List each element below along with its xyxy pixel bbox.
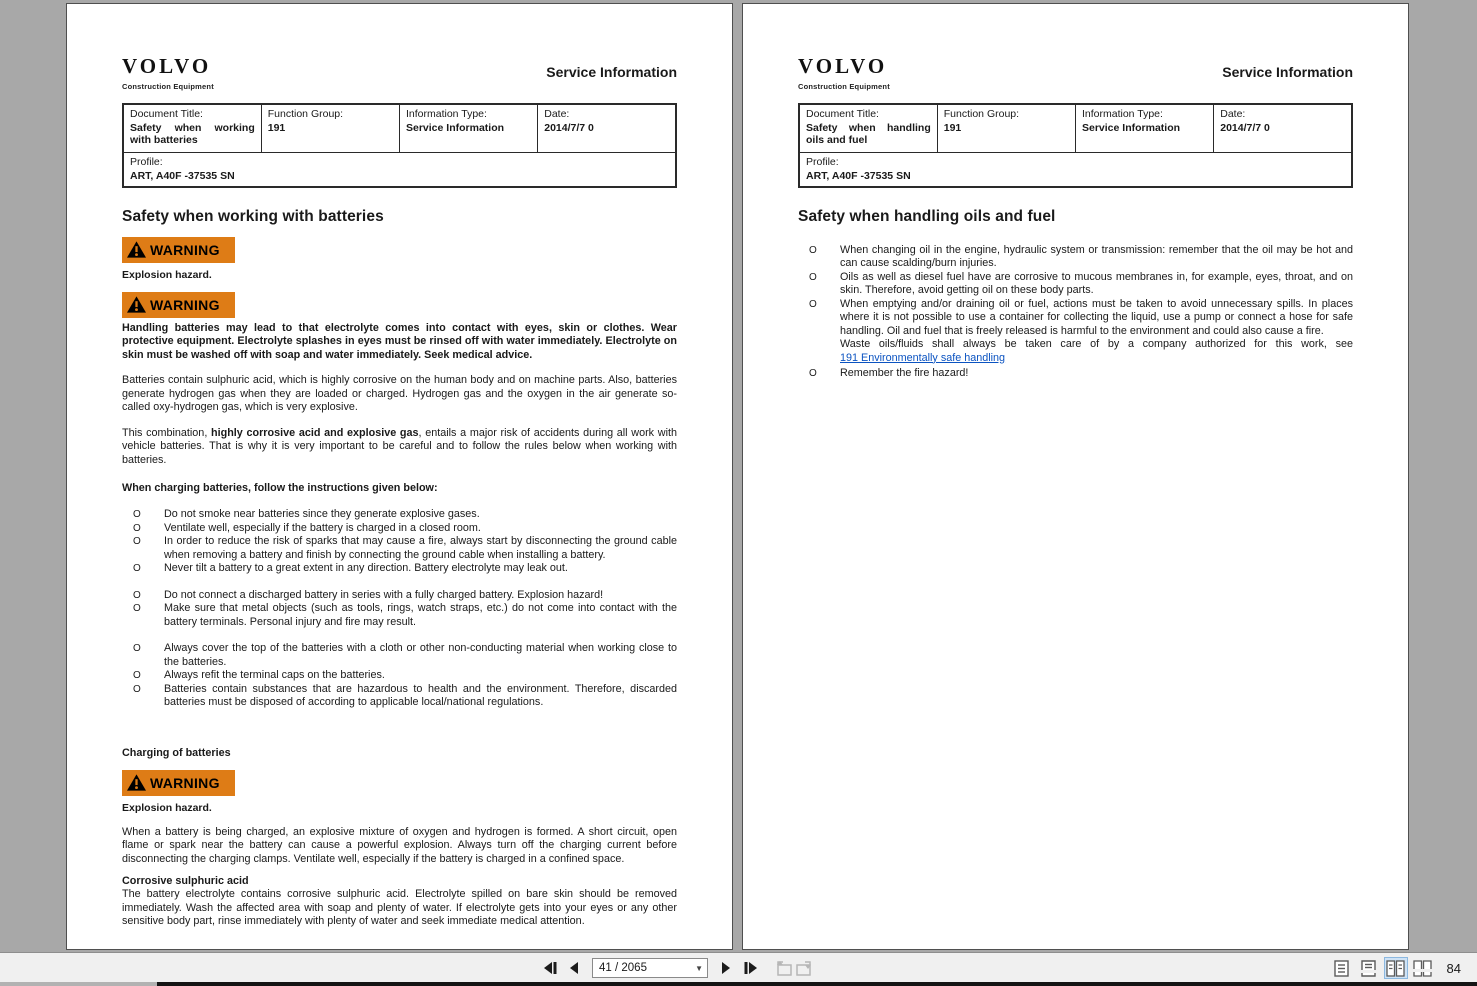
date-value: 2014/7/7 0 [1220,122,1270,134]
warning-box [122,770,235,796]
date-value: 2014/7/7 0 [544,122,594,134]
bullet-marker [122,669,164,683]
continuous-layout-icon [1361,960,1376,977]
bullet-marker [122,642,164,669]
next-page-icon [720,962,732,974]
single-page-layout-icon [1334,960,1349,977]
warning-label: WARNING [150,296,220,313]
previous-view-icon [772,960,792,976]
page-header [122,54,677,91]
bullet-marker [798,298,840,366]
bullet-marker [122,602,164,629]
warning-triangle-icon [127,241,146,258]
information-type-label: Information Type: [1082,108,1163,120]
page-navigation-group [538,958,818,978]
bullet-marker [122,683,164,710]
pdf-viewer-toolbar [0,952,1477,982]
two-page-layout-icon [1386,960,1405,977]
list-item-text: When changing oil in the engine, hydraulic system or transmission: remember that the oil may be hot and can cause scalding/burn injuries. [840,243,1353,269]
bullet-marker [798,244,840,271]
page-number-combobox[interactable] [592,958,708,978]
list-item-text: Always cover the top of the batteries with a cloth or other non-conducting material when working close to the batteries. [164,642,677,668]
volvo-wordmark: VOLVO [798,54,888,78]
list-item-text: Always refit the terminal caps on the batteries. [164,669,385,681]
warning-label: WARNING [150,774,220,791]
bullet-list [798,244,1353,381]
pdf-page-left [66,3,733,950]
bottom-strip-right [157,982,1477,986]
bullet-marker [122,589,164,603]
list-item-text: Batteries contain substances that are hazardous to health and the environment. Therefore, discarded batteries must be disposed of according to applicable local/national regulations. [164,682,677,708]
previous-page-button[interactable] [563,958,585,978]
list-item [122,669,677,683]
first-page-icon [543,962,558,974]
next-view-button[interactable] [795,958,817,978]
profile-value: ART, A40F -37535 SN [806,169,911,182]
bullet-list [122,508,677,710]
sub-heading: Corrosive sulphuric acid [122,875,249,887]
warning-box [122,237,235,263]
list-item-text: Do not smoke near batteries since they generate explosive gases. [164,508,480,520]
two-page-layout-button[interactable] [1384,957,1408,979]
function-group-label: Function Group: [267,108,344,120]
paragraph-bold-text: highly corrosive acid and explosive gas [211,426,419,439]
list-item [798,244,1353,271]
warning-paragraph: Handling batteries may lead to that electrolyte comes into contact with eyes, skin or clothes. Wear protective equipment. Electrolyte splashes in eyes must be rinsed off with water immediately. Electrolyte on skin must be washed off with soap and water immediately. Seek medical advice. [122,321,677,361]
volvo-wordmark: VOLVO [122,54,212,78]
volvo-logo-subtitle: Construction Equipment [122,82,214,91]
warning-label: WARNING [150,241,220,258]
list-item [798,367,1353,381]
list-item-text: Do not connect a discharged battery in series with a fully charged battery. Explosion hazard! [164,588,604,601]
pdf-page-right [742,3,1409,950]
continuous-layout-button[interactable] [1357,957,1381,979]
list-item [122,642,677,669]
paragraph: The battery electrolyte contains corrosive sulphuric acid. Electrolyte spilled on bare skin should be removed immediately. Wash the affected area with soap and plenty of water. If electrolyte gets into your eyes or any other sensitive body part, rinse immediately with plenty of water and seek immediate medical attention. [122,888,677,927]
list-item [798,298,1353,366]
previous-view-button[interactable] [771,958,793,978]
page-number-value: 41 / 2065 [599,962,647,974]
list-item [122,522,677,536]
volvo-logo-subtitle: Construction Equipment [798,82,890,91]
list-item [798,271,1353,298]
list-item-text: In order to reduce the risk of sparks that may cause a fire, always start by disconnecting the ground cable when removing a battery and finish by connecting the ground cable when installing a battery. [164,535,677,561]
information-type-value: Service Information [1082,122,1181,134]
function-group-value: 191 [267,122,286,134]
document-title-label: Document Title: [130,108,203,120]
last-page-icon [743,962,758,974]
single-page-layout-button[interactable] [1330,957,1354,979]
bottom-strip-left [0,982,157,986]
warning-caption: Explosion hazard. [122,801,212,814]
document-title-value: Safety when working with batteries [130,122,255,146]
volvo-logo [798,54,890,91]
sub-heading: Charging of batteries [122,746,231,759]
paragraph: When a battery is being charged, an explosive mixture of oxygen and hydrogen is formed. A short circuit, open flame or spark near the battery can cause a powerful explosion. Always turn off the charging current before disconnecting the charging clamps. Ventilate well, especially if the battery is charged in a confined space. [122,825,677,865]
function-group-label: Function Group: [943,108,1020,120]
bottom-edge-strip [0,982,1477,986]
list-heading: When charging batteries, follow the instructions given below: [122,482,438,494]
page-layout-group [1327,957,1461,979]
paragraph [122,427,677,468]
paragraph: Batteries contain sulphuric acid, which is highly corrosive on the human body and on machine parts. Also, batteries generate hydrogen gas when they are loaded or charged. Hydrogen gas and the oxygen in the air generate so-called oxy-hydrogen gas, which is very explosive. [122,374,677,413]
paragraph-text: This combination, [122,426,212,439]
service-information-heading: Service Information [1222,64,1353,80]
list-item-paragraph: When emptying and/or draining oil or fuel, actions must be taken to avoid unnecessary spills. In places where it is not possible to use a container for collecting the liquid, use a pump or connect a hose for safe handling. Oil and fuel that is freely released is harmful to the environment and could also cause a fire. [840,297,1353,337]
document-title-label: Document Title: [806,108,879,120]
list-item-text: Ventilate well, especially if the battery is charged in a closed room. [164,521,481,534]
bullet-marker [122,508,164,522]
view-history-group [770,958,818,978]
list-item [122,562,677,576]
warning-triangle-icon [127,296,146,313]
profile-label: Profile: [130,155,163,168]
date-label: Date: [544,108,570,120]
list-item [122,535,677,562]
paragraph-text: , entails a major risk of accidents during all work with vehicle batteries. That is why it is very important to be careful and to follow the rules below when working with batteries. [122,426,677,466]
document-title-value: Safety when handling oils and fuel [806,122,931,146]
bullet-marker [122,522,164,536]
warning-triangle-icon [127,774,146,791]
profile-value: ART, A40F -37535 SN [130,169,235,182]
list-item-text: Oils as well as diesel fuel have are corrosive to mucous membranes in, for example, eyes, throat, and on skin. Therefore, avoid getting oil on these body parts. [840,270,1353,296]
list-item-text [840,298,1353,366]
next-view-icon [796,960,816,976]
service-information-heading: Service Information [546,64,677,80]
bullet-marker [122,562,164,576]
document-info-table [798,103,1353,188]
first-page-button[interactable] [539,958,561,978]
page-title: Safety when working with batteries [122,207,384,225]
profile-label: Profile: [806,155,839,168]
list-item [122,683,677,710]
next-page-button[interactable] [715,958,737,978]
previous-page-icon [568,962,580,974]
function-group-value: 191 [943,122,962,134]
page-header [798,54,1353,91]
warning-box [122,292,235,318]
date-label: Date: [1220,108,1246,120]
environmentally-safe-handling-link[interactable]: 191 Environmentally safe handling [840,351,1006,364]
page-title: Safety when handling oils and fuel [798,207,1056,225]
zoom-level-label: 84 [1446,960,1461,976]
bullet-marker [798,367,840,381]
two-page-continuous-layout-icon [1413,960,1432,977]
two-page-continuous-layout-button[interactable] [1411,957,1435,979]
list-item-text: Make sure that metal objects (such as tools, rings, watch straps, etc.) do not come into contact with the battery terminals. Personal injury and fire may result. [164,602,677,628]
list-item [122,602,677,629]
volvo-logo [122,54,214,91]
bullet-marker [798,271,840,298]
list-item-paragraph: Waste oils/fluids shall always be taken care of by a company authorized for this work, see [840,338,1353,350]
list-item-text: Never tilt a battery to a great extent in any direction. Battery electrolyte may leak out. [164,562,568,574]
bullet-marker [122,535,164,562]
list-item [122,589,677,603]
document-info-table [122,103,677,188]
list-item-text: Remember the fire hazard! [840,367,969,379]
warning-caption: Explosion hazard. [122,268,212,281]
information-type-value: Service Information [406,122,505,134]
information-type-label: Information Type: [406,108,487,120]
last-page-button[interactable] [739,958,761,978]
chevron-down-icon: ▼ [695,963,703,973]
list-item [122,508,677,522]
